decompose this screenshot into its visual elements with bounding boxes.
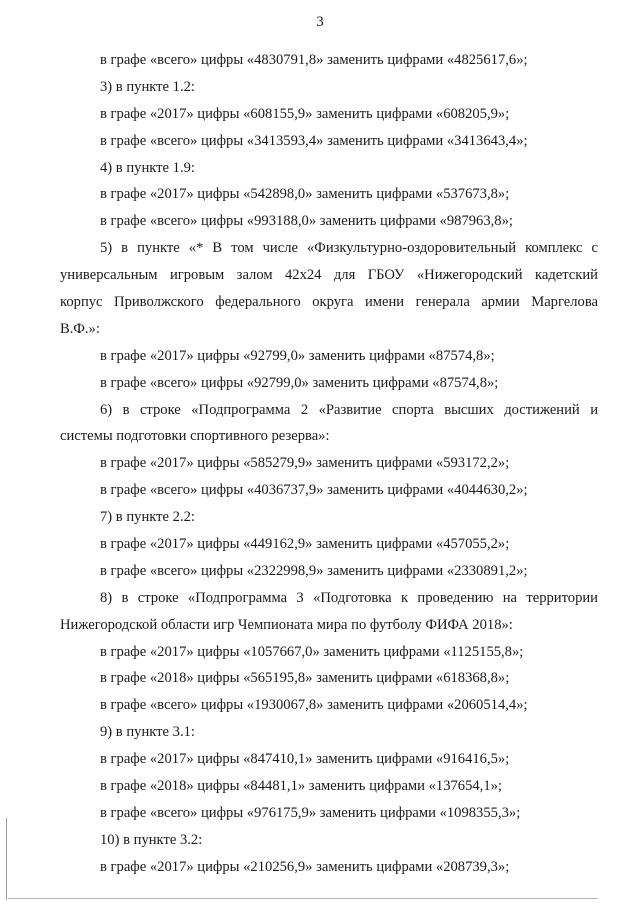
- text-line: Нижегородской области игр Чемпионата мира по футболу ФИФА 2018»:: [60, 616, 513, 633]
- text-line: в графе «2017» цифры «585279,9» заменить цифрами «593172,2»;: [100, 455, 510, 472]
- page-number: 3: [316, 14, 324, 30]
- text-line: в графе «всего» цифры «3413593,4» заменить цифрами «3413643,4»;: [100, 132, 528, 149]
- text-line: в графе «всего» цифры «92799,0» заменить цифрами «87574,8»;: [100, 374, 499, 391]
- list-item-heading: 7) в пункте 2.2:: [100, 509, 195, 526]
- text-line: в графе «2018» цифры «84481,1» заменить цифрами «137654,1»;: [100, 778, 502, 795]
- text-line: универсальным игровым залом 42х24 для ГБОУ «Нижегородский кадетский: [60, 267, 598, 284]
- text-line: в графе «2017» цифры «1057667,0» заменить цифрами «1125155,8»;: [100, 643, 524, 660]
- list-item-heading: 9) в пункте 3.1:: [100, 724, 195, 741]
- scan-edge-bottom: [8, 898, 598, 899]
- text-line: в графе «всего» цифры «4036737,9» заменить цифрами «4044630,2»;: [100, 482, 528, 499]
- document-body: [60, 47, 598, 881]
- list-item-heading: 6) в строке «Подпрограмма 2 «Развитие спорта высших достижений и: [100, 401, 598, 418]
- list-item-heading: 4) в пункте 1.9:: [100, 159, 195, 176]
- text-line: корпус Приволжского федерального округа имени генерала армии Маргелова: [60, 294, 598, 311]
- text-line: в графе «2017» цифры «210256,9» заменить цифрами «208739,3»;: [100, 858, 510, 875]
- scan-edge-left: [6, 818, 7, 900]
- text-line: в графе «всего» цифры «2322998,9» заменить цифрами «2330891,2»;: [100, 562, 528, 579]
- list-item-heading: 8) в строке «Подпрограмма 3 «Подготовка к проведению на территории: [100, 589, 598, 606]
- text-line: в графе «2018» цифры «565195,8» заменить цифрами «618368,8»;: [100, 670, 510, 687]
- text-line: в графе «всего» цифры «4830791,8» заменить цифрами «4825617,6»;: [100, 52, 528, 68]
- text-line: в графе «2017» цифры «449162,9» заменить цифрами «457055,2»;: [100, 536, 510, 553]
- list-item-heading: 5) в пункте «* В том числе «Физкультурно-оздоровительный комплекс с: [100, 240, 598, 257]
- text-line: в графе «2017» цифры «542898,0» заменить цифрами «537673,8»;: [100, 186, 510, 203]
- text-line: системы подготовки спортивного резерва»:: [60, 428, 330, 445]
- text-line: в графе «2017» цифры «92799,0» заменить цифрами «87574,8»;: [100, 347, 495, 364]
- text-line: В.Ф.»:: [60, 320, 100, 337]
- list-item-heading: 10) в пункте 3.2:: [100, 831, 203, 848]
- list-item-heading: 3) в пункте 1.2:: [100, 78, 195, 95]
- text-line: в графе «всего» цифры «1930067,8» заменить цифрами «2060514,4»;: [100, 697, 528, 714]
- text-line: в графе «2017» цифры «608155,9» заменить цифрами «608205,9»;: [100, 105, 510, 122]
- text-line: в графе «всего» цифры «993188,0» заменить цифрами «987963,8»;: [100, 213, 513, 230]
- text-line: в графе «всего» цифры «976175,9» заменить цифрами «1098355,3»;: [100, 804, 521, 821]
- text-line: в графе «2017» цифры «847410,1» заменить цифрами «916416,5»;: [100, 751, 510, 768]
